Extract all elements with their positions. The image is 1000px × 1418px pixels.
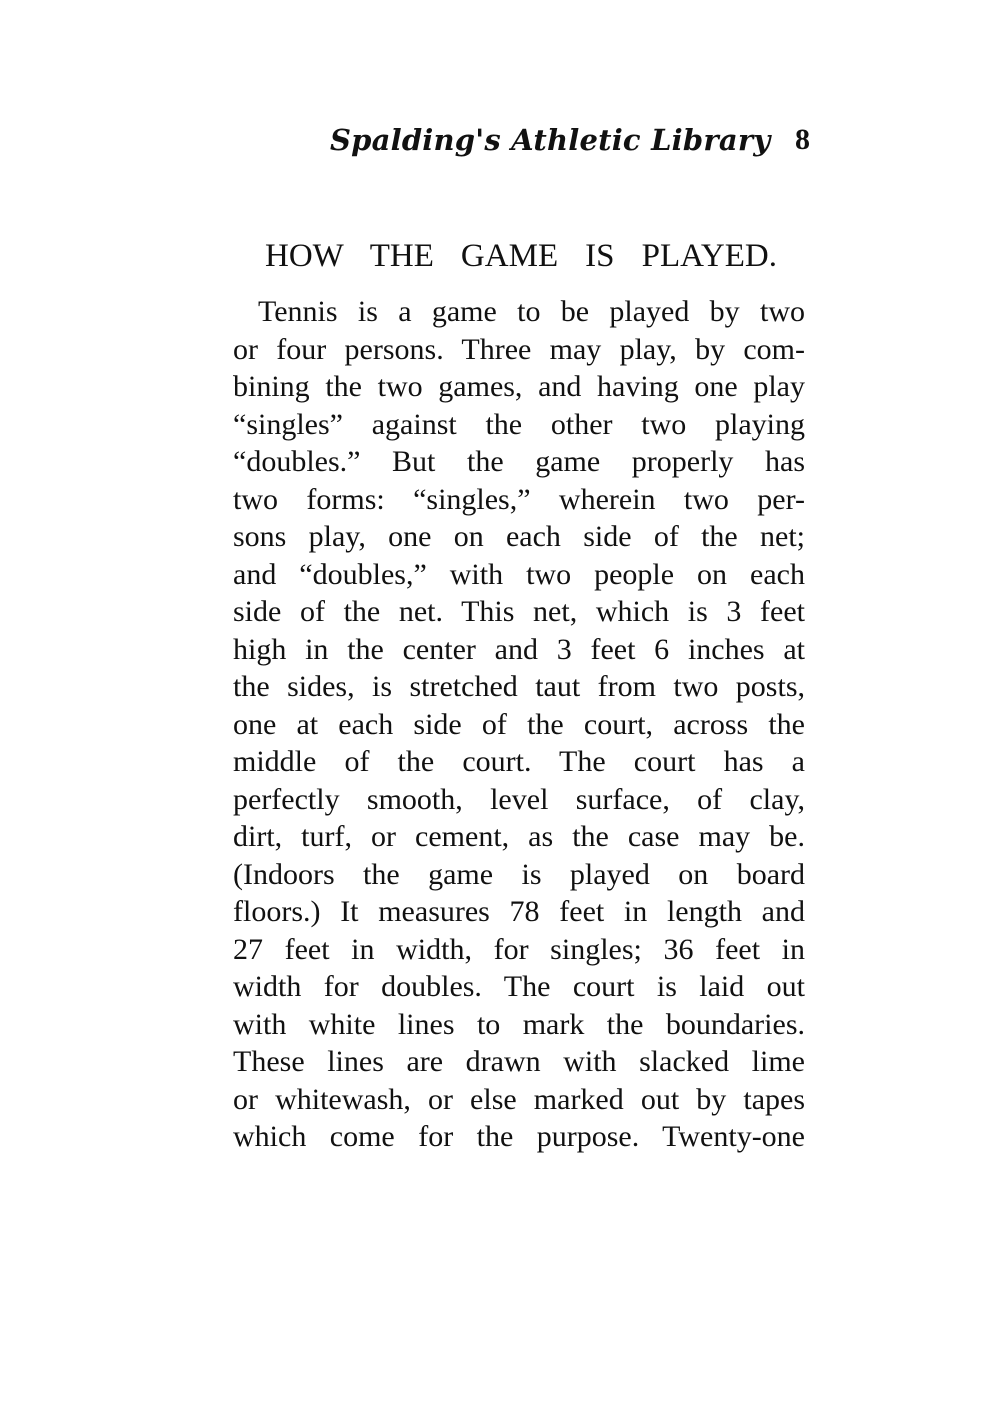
text-line: with white lines to mark the boundaries. [233, 1008, 805, 1041]
text-line: floors.) It measures 78 feet in length and [233, 895, 805, 928]
page-number: 8 [795, 123, 810, 156]
text-line: perfectly smooth, level surface, of clay, [233, 783, 805, 816]
text-line: bining the two games, and having one play [233, 370, 805, 403]
text-line: two forms: “singles,” wherein two per- [233, 483, 805, 516]
text-line: side of the net. This net, which is 3 feet [233, 595, 805, 628]
text-line: These lines are drawn with slacked lime [233, 1045, 805, 1078]
text-line: “doubles.” But the game properly has [233, 445, 805, 478]
text-line: middle of the court. The court has a [233, 745, 805, 778]
text-line: or four persons. Three may play, by com- [233, 333, 805, 366]
text-line: (Indoors the game is played on board [233, 858, 805, 891]
text-line: dirt, turf, or cement, as the case may be. [233, 820, 805, 853]
text-line: which come for the purpose. Twenty-one [233, 1120, 805, 1153]
text-line: high in the center and 3 feet 6 inches at [233, 633, 805, 666]
text-line: or whitewash, or else marked out by tapes [233, 1083, 805, 1116]
text-line: 27 feet in width, for singles; 36 feet in [233, 933, 805, 966]
running-title: Spalding's Athletic Library [330, 123, 771, 157]
text-line: sons play, one on each side of the net; [233, 520, 805, 553]
text-line: and “doubles,” with two people on each [233, 558, 805, 591]
text-line: one at each side of the court, across the [233, 708, 805, 741]
text-line: Tennis is a game to be played by two [258, 295, 805, 328]
section-heading: HOW THE GAME IS PLAYED. [265, 238, 777, 274]
text-line: width for doubles. The court is laid out [233, 970, 805, 1003]
text-line: “singles” against the other two playing [233, 408, 805, 441]
text-line: the sides, is stretched taut from two posts, [233, 670, 805, 703]
